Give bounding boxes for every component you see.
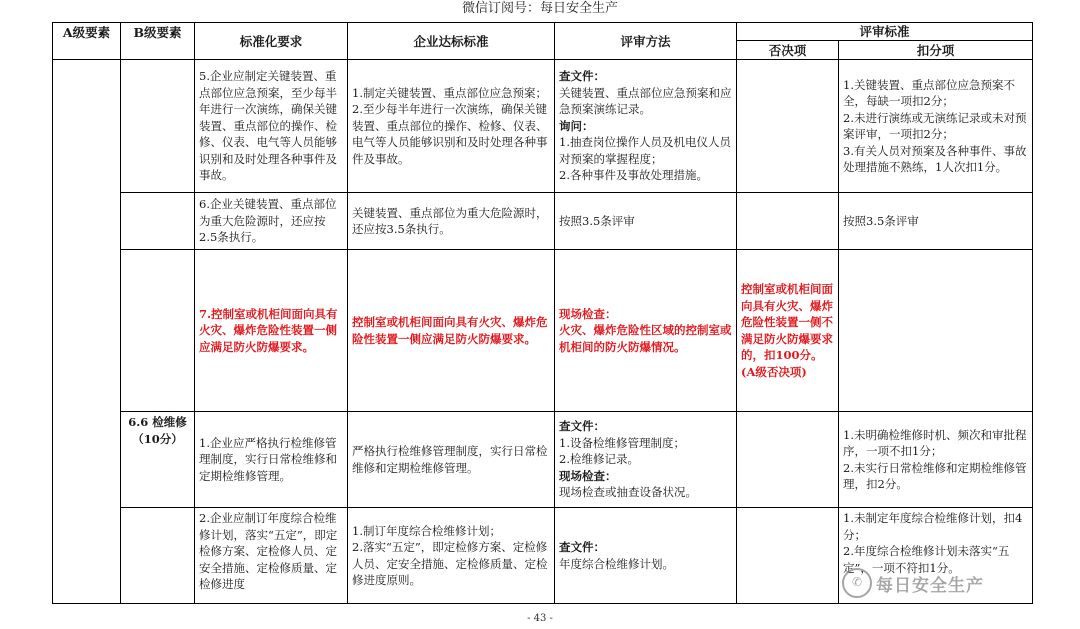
b-cell (121, 508, 195, 604)
method-heading: 询问： (559, 118, 594, 133)
method-line: 1.抽查岗位操作人员及机电仪人员对预案的掌握程度； (559, 135, 731, 166)
ent-cell (348, 508, 555, 604)
method-cell (555, 60, 737, 193)
method-heading: 现场检查： (559, 468, 617, 483)
page-header: 微信订阅号：每日安全生产 (461, 1, 618, 16)
deduct-cell (839, 250, 1033, 412)
cell-line: 2.未进行演练或无演练记录或未对预案评审，一项扣2分； (843, 110, 1027, 141)
cell-line: 1.关键装置、重点部位应急预案不全，每缺一项扣2分； (843, 77, 1015, 108)
col-header-std: 标准化要求 (195, 23, 348, 60)
table-row (53, 250, 1033, 412)
method-line: 按照3.5条评审 (559, 213, 635, 228)
veto-cell (737, 193, 839, 250)
method-line: 火灾、爆炸危险性区域的控制室或机柜间的防火防爆情况。 (559, 323, 732, 354)
wechat-icon: ✆ (842, 568, 872, 598)
method-line: 年度综合检维修计划。 (559, 556, 674, 571)
page-number: - 43 - (527, 613, 553, 624)
col-header-criteria: 评审标准 (737, 23, 1033, 41)
cell-line: 2.年度综合检维修计划未落实“五定”，一项不符扣1分。 (843, 544, 1010, 575)
deduct-cell (839, 60, 1033, 193)
b-cell (121, 412, 195, 508)
cell-line: 2.未实行日常检维修和定期检维修管理，扣2分。 (843, 460, 1027, 491)
b-cell (121, 60, 195, 193)
ent-cell (348, 412, 555, 508)
cell-line: 1.制定关键装置、重点部位应急预案； (352, 85, 547, 100)
method-cell (555, 508, 737, 604)
table-row (53, 412, 1033, 508)
method-line: 2.各种事件及事故处理措施。 (559, 168, 708, 183)
cell-line: 1.未明确检维修时机、频次和审批程序，一项不扣1分； (843, 427, 1027, 458)
method-heading: 现场检查： (559, 306, 617, 321)
deduct-cell (839, 193, 1033, 250)
col-header-a: A级要素 (53, 23, 121, 60)
method-line: 关键装置、重点部位应急预案和应急预案演练记录。 (559, 85, 732, 117)
method-heading: 查文件： (559, 419, 605, 434)
standards-table (52, 22, 1033, 604)
col-header-b: B级要素 (121, 23, 195, 60)
cell-line: 1.制订年度综合检维修计划； (352, 523, 501, 538)
a-cell (53, 60, 121, 604)
col-header-method: 评审方法 (555, 23, 737, 60)
std-cell: 1.企业应严格执行检维修管理制度，实行日常检维修和定期检维修管理。 (195, 412, 348, 508)
table-row (53, 60, 1033, 193)
ent-cell (348, 60, 555, 193)
cell-line: 关键装置、重点部位为重大危险源时，还应按3.5条执行。 (352, 205, 548, 236)
method-cell (555, 193, 737, 250)
method-cell (555, 412, 737, 508)
col-header-veto: 否决项 (737, 41, 839, 60)
ent-cell (348, 193, 555, 250)
std-cell: 6.企业关键装置、重点部位为重大危险源时，还应按2.5条执行。 (195, 193, 348, 250)
veto-cell (737, 60, 839, 193)
deduct-cell (839, 412, 1033, 508)
cell-line: 控制室或机柜间面向具有火灾、爆炸危险性装置一侧应满足防火防爆要求。 (352, 315, 548, 346)
col-header-deduct: 扣分项 (839, 41, 1033, 60)
method-heading: 查文件： (559, 540, 605, 554)
std-cell: 7.控制室或机柜间面向具有火灾、爆炸危险性装置一侧应满足防火防爆要求。 (195, 250, 348, 412)
col-header-ent: 企业达标标准 (348, 23, 555, 60)
watermark (842, 568, 984, 598)
cell-line: （10分） (132, 431, 183, 446)
cell-line: 3.有关人员对预案及各种事件、事故处理措施不熟练，1人次扣1分。 (843, 143, 1027, 174)
cell-line: 2.落实“五定”，即定检修方案、定检修人员、定安全措施、定检修质量、定检修进度原则。 (352, 540, 548, 587)
b-cell (121, 250, 195, 412)
cell-line: 6.6 检维修 (128, 415, 187, 429)
veto-cell: 控制室或机柜间面向具有火灾、爆炸危险性装置一侧不满足防火防爆要求的，扣100分。(A级否决项) (737, 250, 839, 412)
method-cell (555, 250, 737, 412)
cell-line: 严格执行检维修管理制度，实行日常检维修和定期检维修管理。 (352, 444, 548, 475)
cell-line: 按照3.5条评审 (843, 213, 919, 228)
std-cell: 5.企业应制定关键装置、重点部位应急预案，至少每半年进行一次演练，确保关键装置、重点部位的操作、检修、仪表、电气等人员能够识别和及时处理各种事件及事故。 (195, 60, 348, 193)
veto-cell (737, 508, 839, 604)
ent-cell (348, 250, 555, 412)
veto-cell (737, 412, 839, 508)
table-row (53, 193, 1033, 250)
cell-line: 1.未制定年度综合检维修计划，扣4分； (843, 511, 1023, 542)
method-line: 1.设备检维修管理制度； (559, 435, 685, 450)
cell-line: 2.至少每半年进行一次演练，确保关键装置、重点部位的操作、检修、仪表、电气等人员能够识别和及时处理各种事件及事故。 (352, 102, 548, 166)
watermark-text: 每日安全生产 (876, 575, 984, 596)
method-heading: 查文件： (559, 69, 605, 84)
method-line: 现场检查或抽查设备状况。 (559, 485, 697, 500)
method-line: 2.检维修记录。 (559, 452, 639, 467)
b-cell (121, 193, 195, 250)
std-cell: 2.企业应制订年度综合检维修计划，落实“五定”，即定检修方案、定检修人员、定安全措施、定检修质量、定检修进度 (195, 508, 348, 604)
